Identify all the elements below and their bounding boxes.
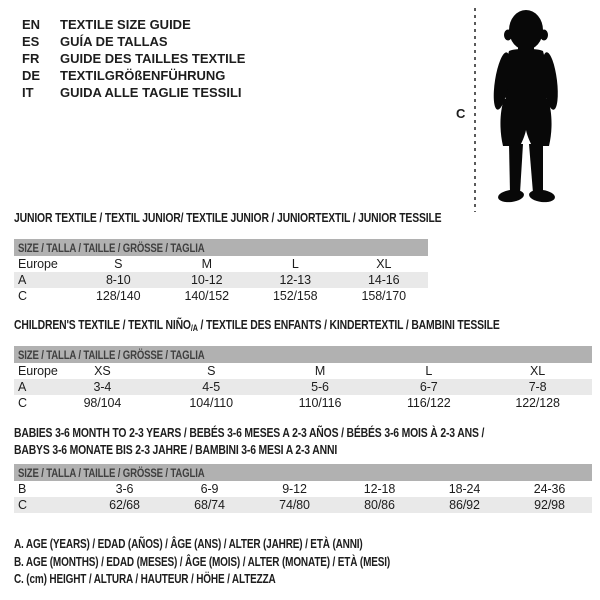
babies-table-wrap [14, 464, 592, 513]
baby-silhouette-image [480, 7, 572, 208]
size-value: 18-24 [448, 482, 481, 496]
language-code: DE [22, 68, 41, 83]
size-value: 8-10 [105, 273, 131, 287]
size-bar [14, 346, 592, 363]
language-row [22, 50, 245, 67]
babies-size-table [14, 481, 592, 513]
section-children-textile [14, 318, 592, 411]
title-text: / TEXTILE DES ENFANTS / KINDERTEXTIL / BAMBINI TESSILE [197, 317, 500, 332]
size-value: 140/152 [184, 289, 229, 303]
language-title: GUIDE DES TAILLES TEXTILE [60, 51, 246, 66]
size-value: S [207, 364, 216, 378]
language-row [22, 33, 245, 50]
row-label: A [18, 380, 27, 394]
size-value: L [425, 364, 433, 378]
size-value: 110/116 [298, 396, 342, 410]
size-value: 5-6 [311, 380, 329, 394]
size-value: 4-5 [202, 380, 221, 394]
size-value: 92/98 [534, 498, 565, 512]
title-text: BABIES 3-6 MONTH TO 2-3 YEARS / BEBÉS 3-6 MESES A 2-3 AÑOS / BÉBÉS 3-6 MOIS À 2-3 ANS / [14, 425, 485, 440]
junior-size-table [14, 256, 428, 304]
size-value: 7-8 [528, 380, 547, 394]
size-value: 80/86 [364, 498, 395, 512]
size-table-row [14, 497, 592, 513]
size-value: 12-18 [363, 482, 396, 496]
size-value: 86/92 [449, 498, 480, 512]
size-table-row [14, 481, 592, 497]
size-value: L [291, 257, 299, 271]
size-value: S [114, 257, 123, 271]
section-title [14, 211, 441, 225]
size-value: 24-36 [533, 482, 566, 496]
size-value: 122/128 [515, 396, 560, 410]
size-bar [14, 464, 592, 481]
size-value: 12-13 [279, 273, 311, 287]
size-value: 116/122 [407, 396, 451, 410]
footnote-age-years: A. AGE (YEARS) / EDAD (AÑOS) / ÂGE (ANS) / ALTER (JAHRE) / ETÀ (ANNI) [14, 537, 363, 551]
size-table-row [14, 288, 428, 304]
language-title: TEXTILE SIZE GUIDE [60, 17, 191, 32]
size-value: 128/140 [96, 289, 141, 303]
footnote-height: C. (cm) HEIGHT / ALTURA / HAUTEUR / HÖHE / ALTEZZA [14, 572, 276, 586]
section-title [14, 441, 337, 458]
size-value: 74/80 [279, 498, 310, 512]
section-title [14, 318, 500, 335]
size-value: 10-12 [191, 273, 223, 287]
size-value: 104/110 [189, 396, 233, 410]
size-value: M [201, 257, 212, 271]
title-text: JUNIOR TEXTILE / TEXTIL JUNIOR/ TEXTILE JUNIOR / JUNIORTEXTIL / JUNIOR TESSILE [14, 210, 442, 225]
row-label: C [18, 396, 27, 410]
size-value: 3-6 [115, 482, 134, 496]
size-value: 68/74 [194, 498, 225, 512]
size-value: XL [376, 257, 392, 271]
size-value: 98/104 [83, 396, 122, 410]
junior-table-wrap [14, 239, 428, 304]
size-value: 9-12 [282, 482, 307, 496]
size-value: XL [530, 364, 546, 378]
title-text: BABYS 3-6 MONATE BIS 2-3 JAHRE / BAMBINI 3-6 MESI A 2-3 ANNI [14, 442, 338, 457]
children-table-wrap [14, 346, 592, 411]
size-bar [14, 239, 428, 256]
language-code: FR [22, 51, 40, 66]
language-row [22, 67, 245, 84]
language-title: TEXTILGRÖßENFÜHRUNG [60, 68, 226, 83]
footnote-age-months: B. AGE (MONTHS) / EDAD (MESES) / ÂGE (MOIS) / ALTER (MONATE) / ETÀ (MESI) [14, 554, 391, 569]
section-babies-textile [14, 424, 592, 513]
size-table-row [14, 379, 592, 395]
size-value: 6-7 [419, 380, 438, 394]
footnotes [14, 536, 484, 589]
size-value: 62/68 [109, 498, 140, 512]
row-label: Europe [18, 364, 58, 378]
size-table-row [14, 395, 592, 411]
size-value: XS [94, 364, 111, 378]
language-code: EN [22, 17, 41, 32]
language-code: ES [22, 34, 40, 49]
language-title: GUÍA DE TALLAS [60, 34, 168, 49]
language-row [22, 84, 245, 101]
size-value: 158/170 [361, 289, 406, 303]
title-subscript: /A [190, 323, 198, 333]
section-title [14, 424, 484, 441]
size-table-row [14, 363, 592, 379]
row-label: C [18, 289, 27, 303]
size-value: 3-4 [93, 380, 112, 394]
size-bar-label: SIZE / TALLA / TAILLE / GRÖSSE / TAGLIA [18, 348, 205, 362]
language-code: IT [22, 85, 34, 100]
size-bar-label: SIZE / TALLA / TAILLE / GRÖSSE / TAGLIA [18, 241, 205, 255]
row-label: B [18, 482, 27, 496]
language-row [22, 16, 245, 33]
size-table-row [14, 272, 428, 288]
row-label: Europe [18, 257, 58, 271]
height-measure-dotted-line [474, 8, 476, 212]
section-junior-textile [14, 210, 442, 304]
size-value: 14-16 [368, 273, 400, 287]
size-value: M [314, 364, 326, 378]
size-bar-label: SIZE / TALLA / TAILLE / GRÖSSE / TAGLIA [18, 466, 205, 480]
size-value: 6-9 [200, 482, 219, 496]
language-title: GUIDA ALLE TAGLIE TESSILI [60, 85, 242, 100]
children-size-table [14, 363, 592, 411]
row-label: A [18, 273, 27, 287]
size-table-row [14, 256, 428, 272]
height-measure-label: C [456, 106, 466, 121]
language-title-list [22, 16, 245, 101]
size-value: 152/158 [273, 289, 318, 303]
title-text: CHILDREN'S TEXTILE / TEXTIL NIÑO [14, 317, 191, 332]
row-label: C [18, 498, 27, 512]
